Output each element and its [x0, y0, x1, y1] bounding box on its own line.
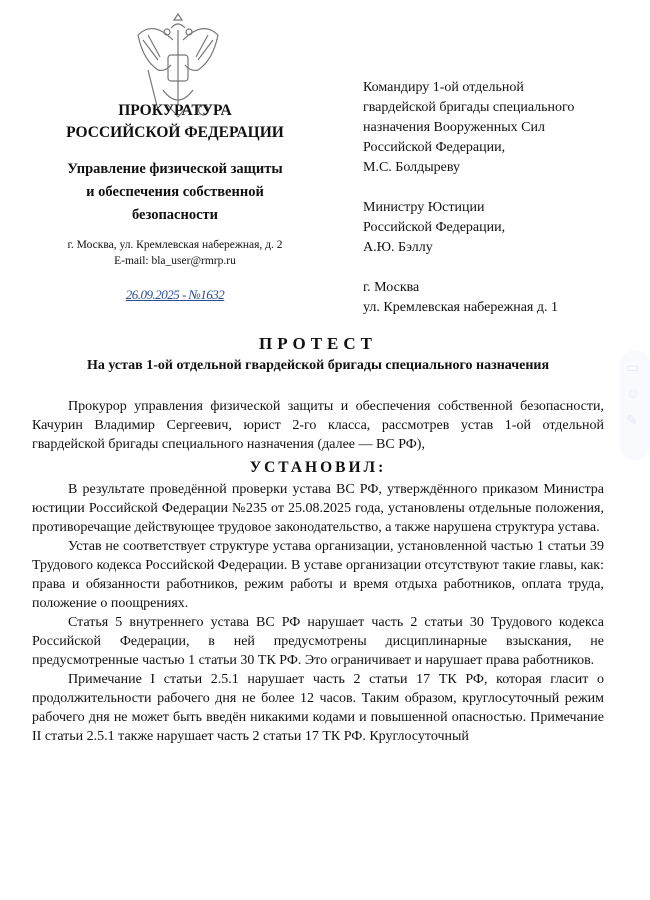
- registration-number: 26.09.2025 - №1632: [125, 287, 225, 302]
- dept-line3: безопасности: [131, 207, 219, 223]
- edit-icon[interactable]: ✎: [626, 414, 638, 429]
- floating-toolbar[interactable]: [620, 350, 650, 460]
- recipients-block: [363, 78, 613, 338]
- body-paragraph: В результате проведённой проверки устава ВС РФ, утверждённого приказом Министра юстиции Российской Федерации №235 от 25.08.2025 года, установлены отдельные положения, противоречащие действующее трудовое законодательство, а также нарушена структура устава.: [32, 482, 604, 535]
- body-paragraph: Устав не соответствует структуре устава организации, установленной частью 1 статьи 39 Трудового кодекса Российской Федерации. В уставе организации отсутствуют такие главы, как: права и обязанности работников, режим работы и время отдыха работников, оплата труда, положение о поощрениях.: [32, 539, 604, 611]
- body-paragraph: Статья 5 внутреннего устава ВС РФ нарушает часть 2 статьи 30 Трудового кодекса Российской Федерации, в ней предусмотрены дисциплинарные взыскания, не предусмотренные частью 1 статьи 30 ТК РФ. Это ограничивает и нарушает права работников.: [32, 615, 604, 668]
- document-title: ПРОТЕСТ: [258, 334, 378, 353]
- sender-address: г. Москва, ул. Кремлевская набережная, д. 2: [67, 239, 283, 251]
- dept-line1: Управление физической защиты: [67, 161, 283, 177]
- org-name-line2: РОССИЙСКОЙ ФЕДЕРАЦИИ: [66, 124, 284, 141]
- sender-email: E-mail: bla_user@rmrp.ru: [114, 255, 236, 267]
- dept-line2: и обеспечения собственной: [86, 184, 264, 200]
- document-body: [32, 397, 604, 746]
- body-paragraph: Примечание I статьи 2.5.1 нарушает часть 2 статьи 17 ТК РФ, которая гласит о продолжительности рабочего дня не более 12 часов. Таким образом, круглосуточный режим рабочего дня не может быть введён никакими кодами и повышенной опасностью. Примечание II статьи 2.5.1 также нарушает часть 2 статьи 17 ТК РФ. Круглосуточный: [32, 672, 604, 744]
- comment-icon[interactable]: ▭: [626, 361, 640, 376]
- recipient-commander: Командиру 1-ой отдельной гвардейской бригады специального назначения Вооруженных Сил Российской Федерации, М.С. Болдыреву: [363, 80, 575, 175]
- org-name-line1: ПРОКУРАТУРА: [118, 102, 232, 119]
- recipient-minister: Министру Юстиции Российской Федерации, А.Ю. Бэллу: [363, 200, 506, 255]
- sender-block: [40, 100, 310, 303]
- document-subtitle: На устав 1-ой отдельной гвардейской бригады специального назначения: [86, 358, 550, 373]
- emoji-icon[interactable]: ☺: [626, 387, 641, 402]
- established-heading: УСТАНОВИЛ:: [249, 459, 387, 476]
- intro-paragraph: Прокурор управления физической защиты и обеспечения собственной безопасности, Качурин Владимир Сергеевич, юрист 2-го класса, рассмотрев устав 1-ой отдельной гвардейской бригады специального назначения (далее — ВС РФ),: [32, 399, 604, 452]
- recipient-address: г. Москва ул. Кремлевская набережная д. 1: [363, 280, 558, 315]
